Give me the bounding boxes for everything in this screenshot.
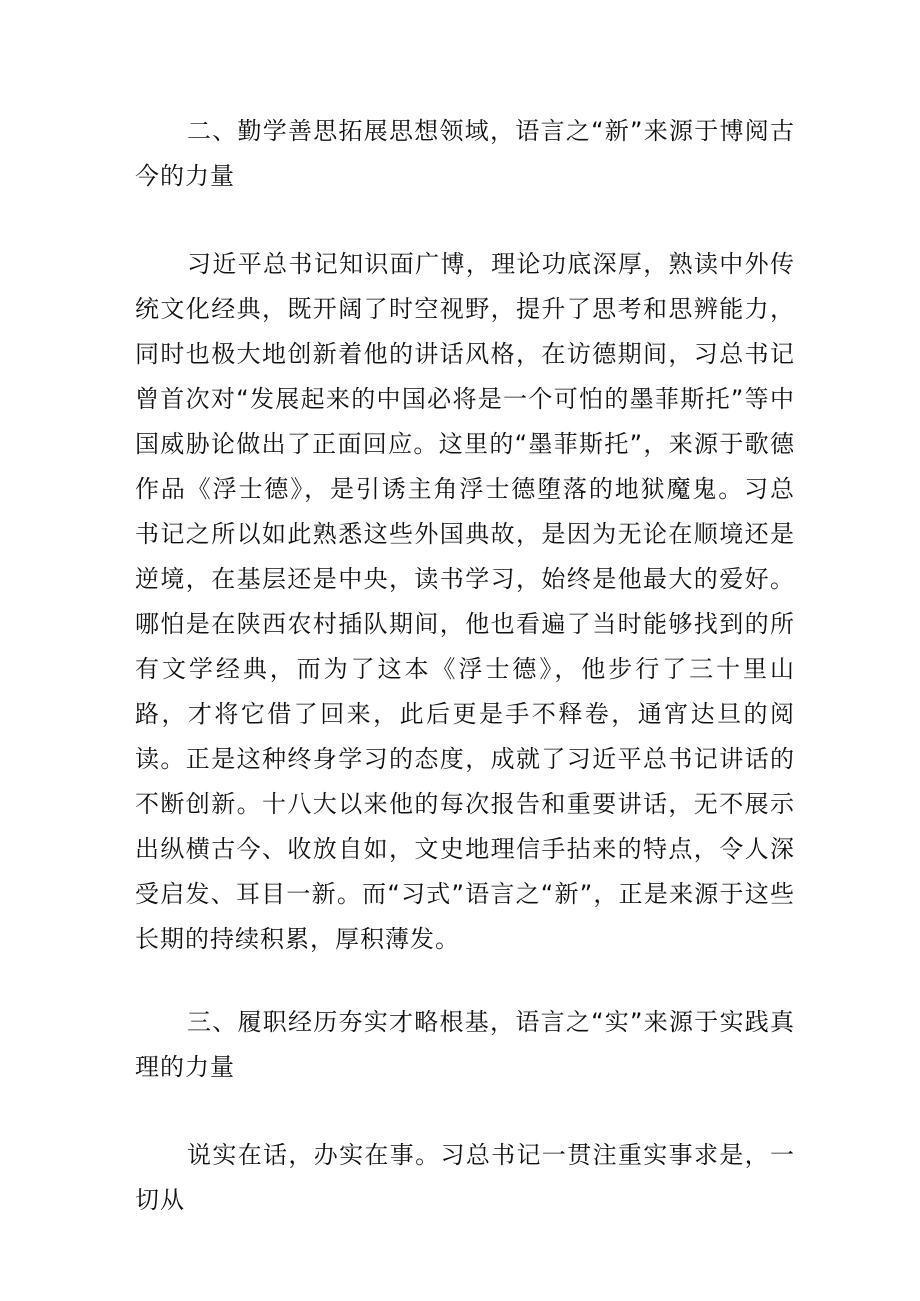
- section-3-heading: 三、履职经历夯实才略根基，语言之“实”来源于实践真理的力量: [135, 1008, 795, 1081]
- section-3-paragraph: 说实在话，办实在事。习总书记一贯注重实事求是，一切从: [135, 1141, 795, 1214]
- section-2-paragraph: 习近平总书记知识面广博，理论功底深厚，熟读中外传统文化经典，既开阔了时空视野，提升了思考和思辨能力，同时也极大地创新着他的讲话风格，在访德期间，习总书记曾首次对“发展起来的中国必将是一个可怕的墨菲斯托”等中国威胁论做出了正面回应。这里的“墨菲斯托”，来源于歌德作品《浮士德》，是引诱主角浮士德堕落的地狱魔鬼。习总书记之所以如此熟悉这些外国典故，是因为无论在顺境还是逆境，在基层还是中央，读书学习，始终是他最大的爱好。哪怕是在陕西农村插队期间，他也看遍了当时能够找到的所有文学经典，而为了这本《浮士德》，他步行了三十里山路，才将它借了回来，此后更是手不释卷，通宵达旦的阅读。正是这种终身学习的态度，成就了习近平总书记讲话的不断创新。十八大以来他的每次报告和重要讲话，无不展示出纵横古今、收放自如，文史地理信手拈来的特点，令人深受启发、耳目一新。而“习式”语言之“新”，正是来源于这些长期的持续积累，厚积薄发。: [135, 250, 795, 953]
- section-2-heading: 二、勤学善思拓展思想领域，语言之“新”来源于博阅古今的力量: [135, 117, 795, 190]
